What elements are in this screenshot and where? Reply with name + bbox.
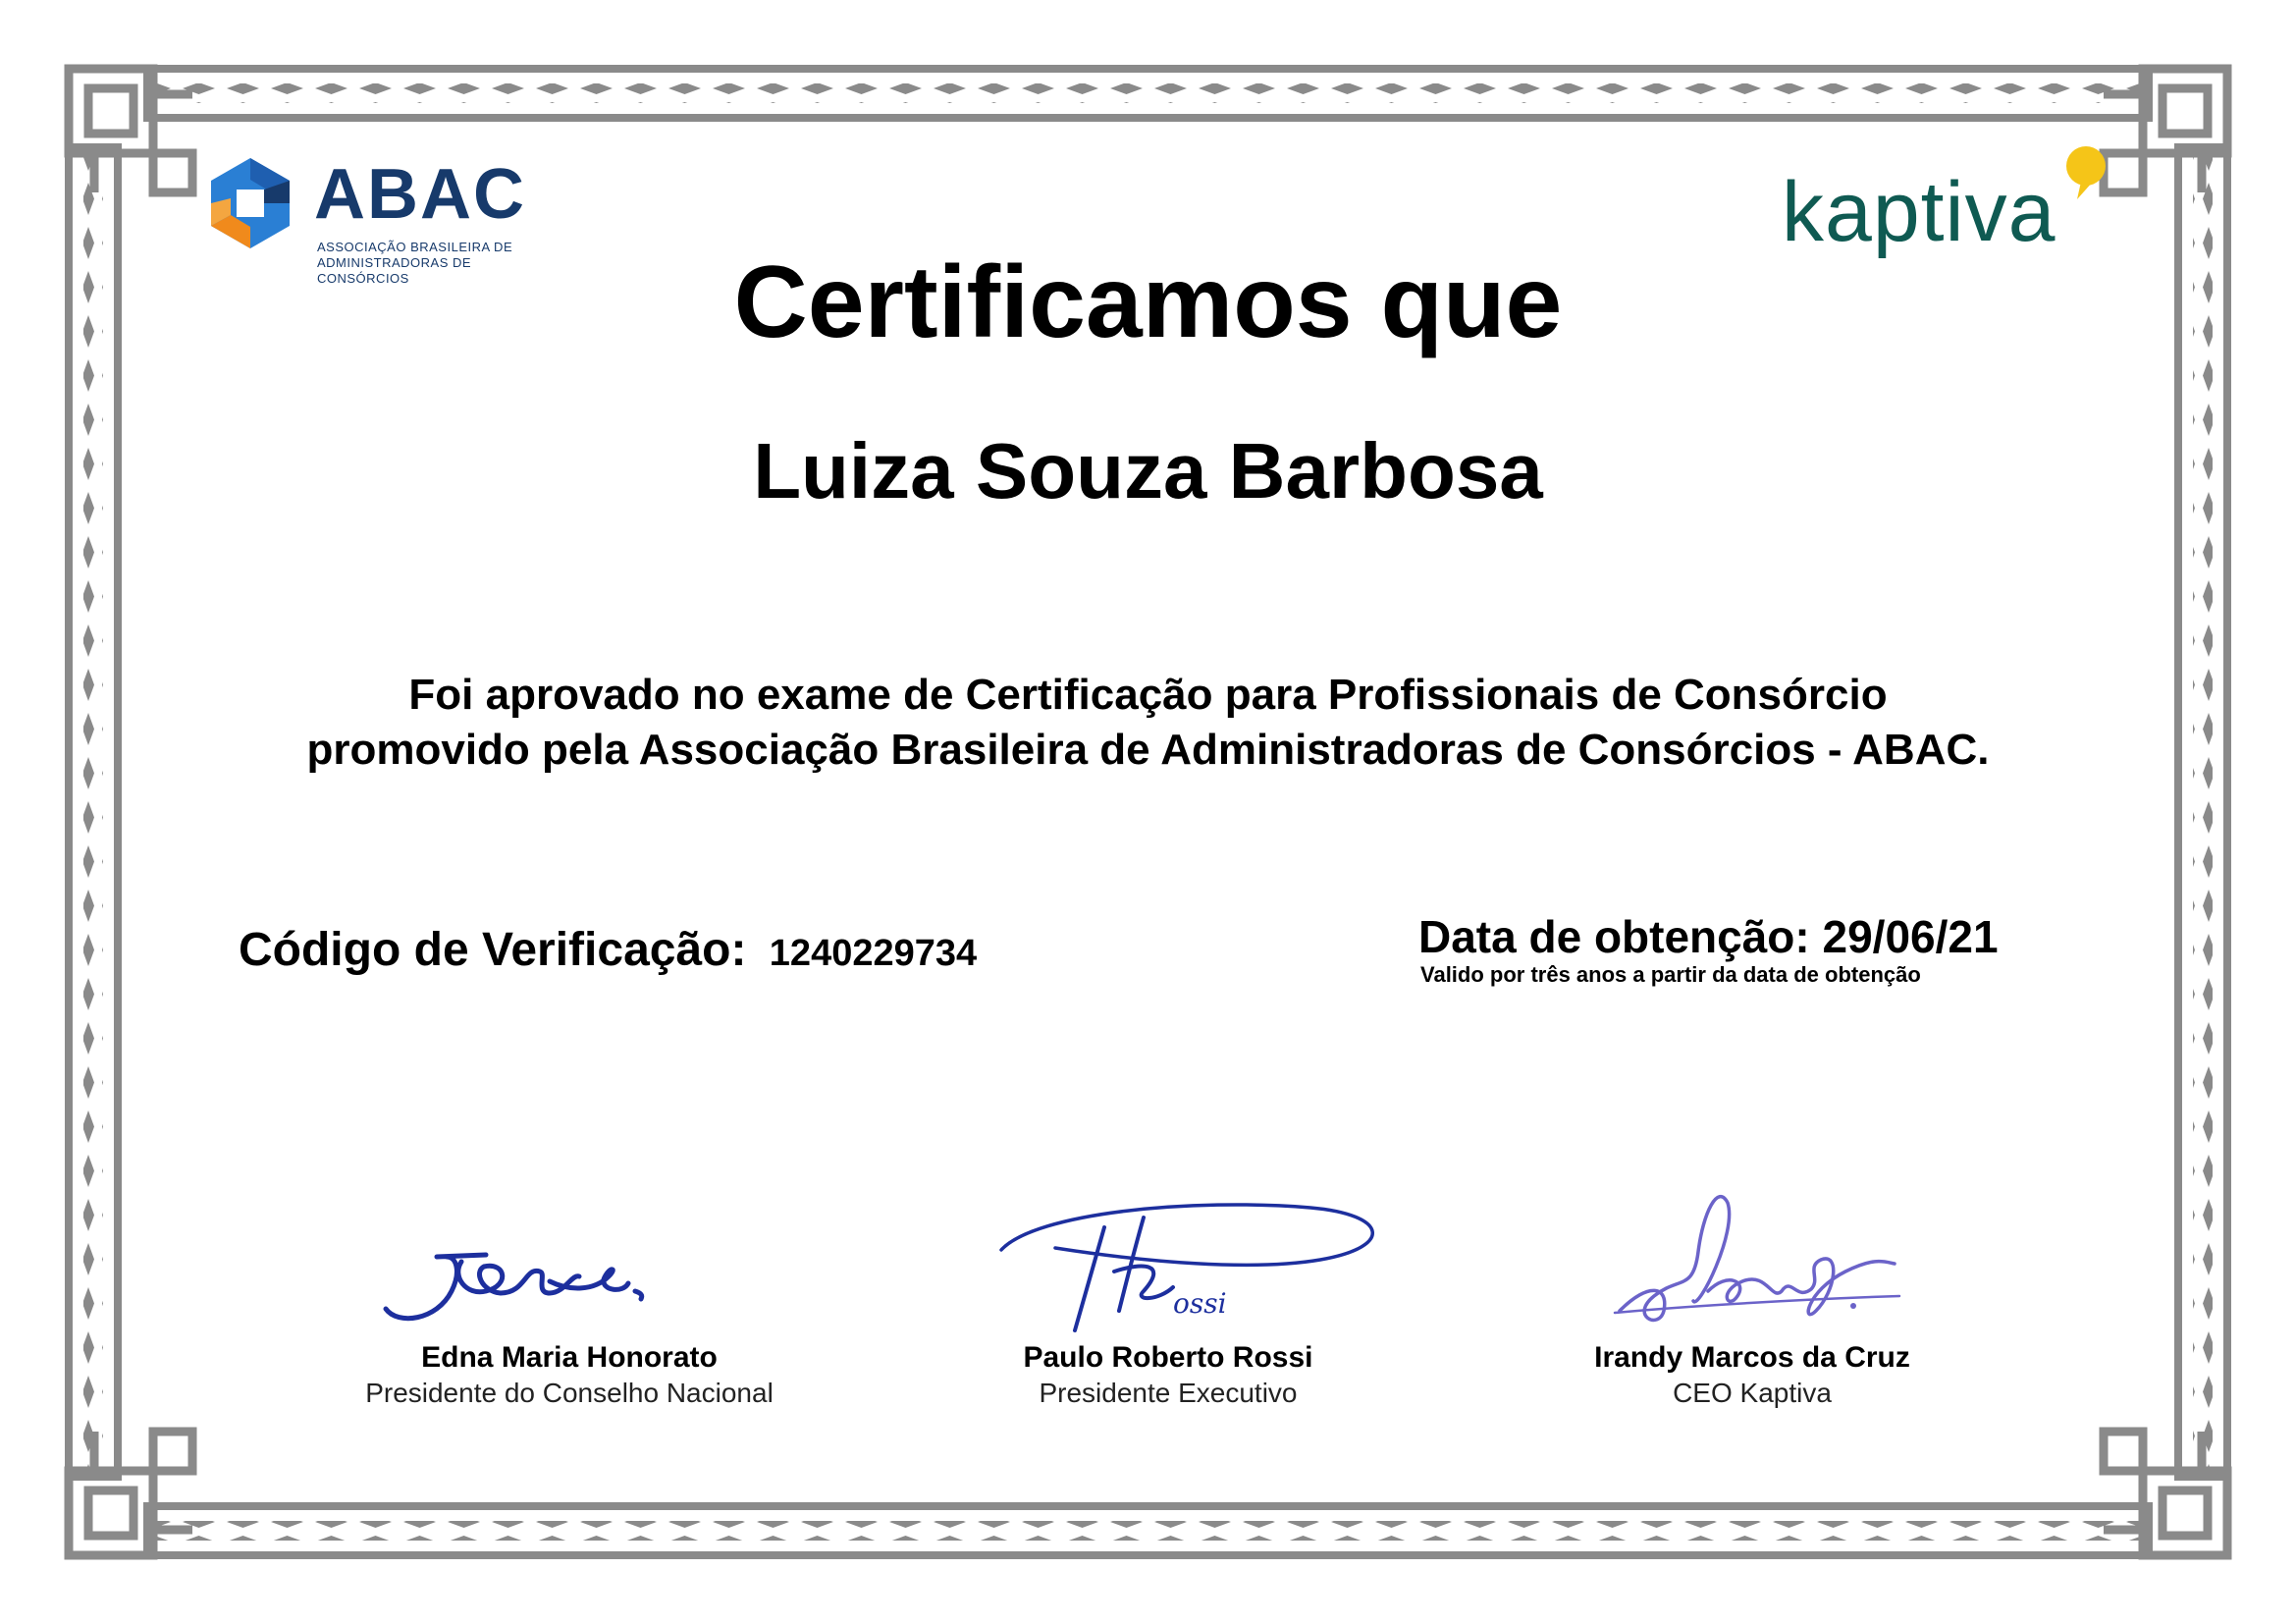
date-line [1418, 911, 1999, 962]
signer-title: CEO Kaptiva [1673, 1378, 1832, 1408]
date-value: 29/06/21 [1822, 911, 1999, 962]
signer-name: Paulo Roberto Rossi [1023, 1341, 1313, 1374]
body-line-1: Foi aprovado no exame de Certificação para Profissionais de Consórcio [408, 671, 1888, 719]
body-line-2: promovido pela Associação Brasileira de Administradoras de Consórcios - ABAC. [306, 726, 1990, 774]
verification-label: Código de Verificação: [239, 924, 747, 976]
svg-text:ossi: ossi [1173, 1287, 1227, 1320]
recipient-name: Luiza Souza Barbosa [753, 427, 1543, 514]
certificate-body [0, 668, 2296, 778]
signer-title: Presidente Executivo [1039, 1378, 1298, 1408]
signature-block-irandy [1477, 1340, 2027, 1411]
speech-bubble-icon [2061, 144, 2110, 203]
date-block [1418, 911, 1999, 988]
abac-wordmark: ABAC [314, 155, 526, 234]
validity-note: Valido por três anos a partir da data de obtenção [1420, 962, 1921, 987]
abac-subtitle-line1: ASSOCIAÇÃO BRASILEIRA DE [317, 240, 513, 254]
signature-block-paulo [893, 1340, 1443, 1411]
abac-emblem-icon [201, 154, 299, 252]
signature-block-edna [294, 1340, 844, 1411]
signature-edna [378, 1222, 712, 1330]
verification-code-block [239, 923, 977, 981]
signer-title: Presidente do Conselho Nacional [365, 1378, 774, 1408]
signer-name: Irandy Marcos da Cruz [1594, 1341, 1910, 1374]
signer-name: Edna Maria Honorato [421, 1341, 718, 1374]
signature-paulo [996, 1193, 1389, 1340]
kaptiva-wordmark: kaptiva [1782, 165, 2056, 259]
date-label: Data de obtenção: [1418, 911, 1810, 962]
certificate-heading: Certificamos que [733, 245, 1563, 359]
abac-subtitle-line2: ADMINISTRADORAS DE CONSÓRCIOS [317, 255, 472, 286]
signature-irandy [1610, 1173, 1904, 1330]
verification-code: 1240229734 [769, 933, 978, 974]
